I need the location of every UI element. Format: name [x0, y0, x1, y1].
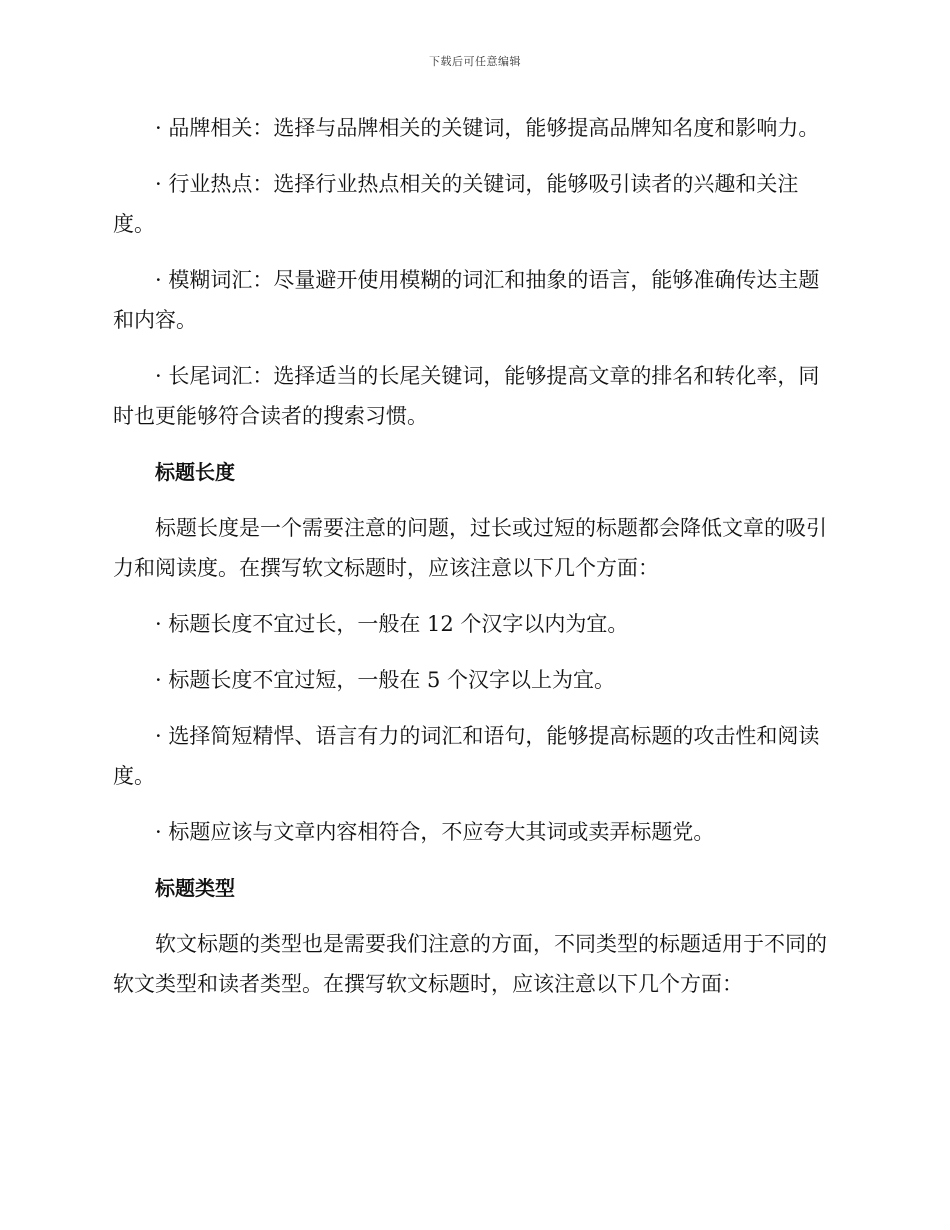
bullet-paragraph: · 标题长度不宜过长，一般在 12 个汉字以内为宜。: [155, 612, 629, 636]
bullet-paragraph: · 标题长度不宜过短，一般在 5 个汉字以上为宜。: [155, 668, 616, 692]
page-header: 下载后可任意编辑: [429, 55, 521, 68]
document-body: [113, 108, 833, 1020]
bullet-paragraph: · 行业热点：选择行业热点相关的关键词，能够吸引读者的兴趣和关注度。: [113, 172, 799, 236]
bullet-paragraph: · 选择简短精悍、语言有力的词汇和语句，能够提高标题的攻击性和阅读度。: [113, 724, 820, 788]
bullet-paragraph: · 长尾词汇：选择适当的长尾关键词，能够提高文章的排名和转化率，同时也更能够符合读者的搜索习惯。: [113, 364, 820, 428]
bullet-paragraph: · 品牌相关：选择与品牌相关的关键词，能够提高品牌知名度和影响力。: [155, 116, 820, 140]
section-heading: 标题类型: [155, 876, 235, 900]
bullet-paragraph: · 模糊词汇：尽量避开使用模糊的词汇和抽象的语言，能够准确传达主题和内容。: [113, 268, 820, 332]
bullet-paragraph: · 标题应该与文章内容相符合，不应夸大其词或卖弄标题党。: [155, 820, 715, 844]
body-paragraph: 软文标题的类型也是需要我们注意的方面，不同类型的标题适用于不同的软文类型和读者类型。在撰写软文标题时，应该注意以下几个方面：: [113, 932, 827, 996]
section-heading: 标题长度: [155, 460, 235, 484]
body-paragraph: 标题长度是一个需要注意的问题，过长或过短的标题都会降低文章的吸引力和阅读度。在撰写软文标题时，应该注意以下几个方面：: [113, 516, 827, 580]
